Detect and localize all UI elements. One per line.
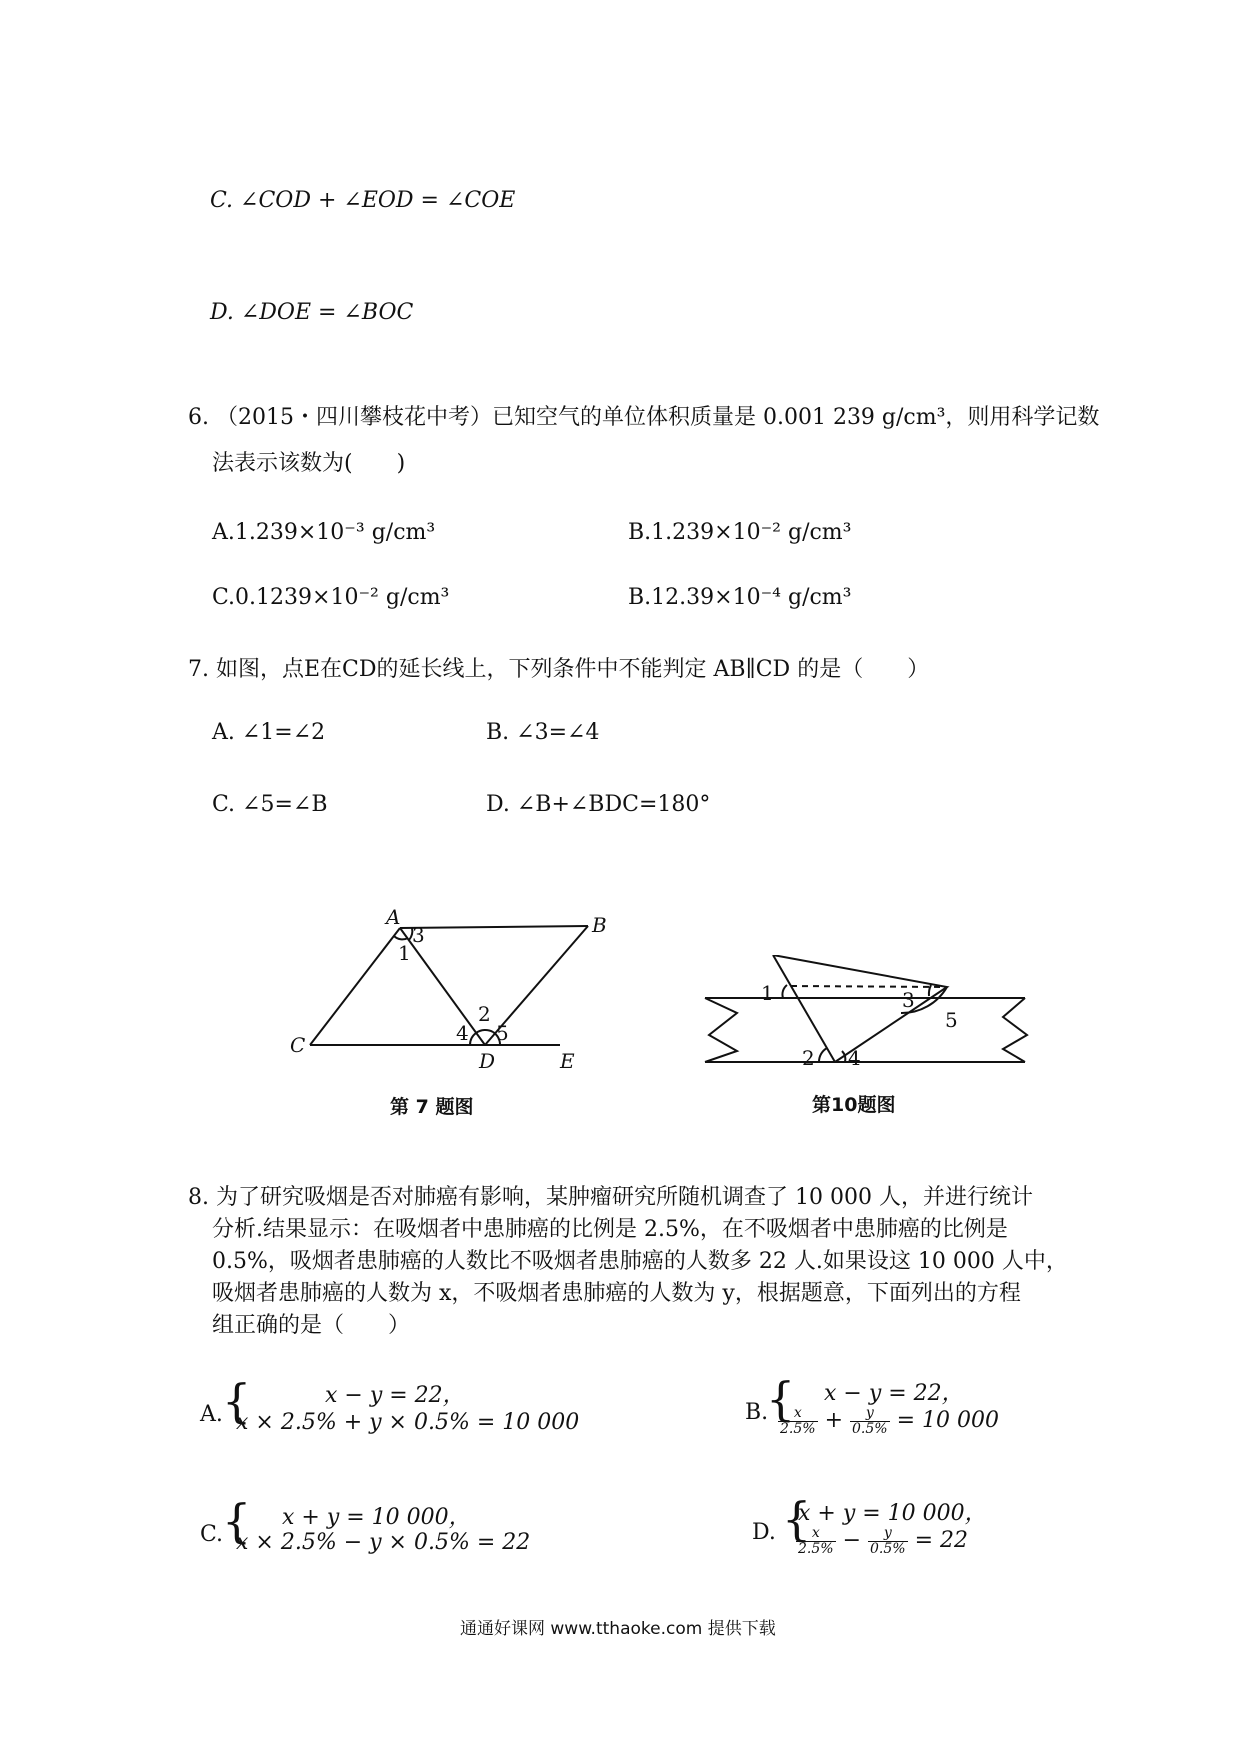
q6-option-a: A.1.239×10⁻³ g/cm³: [212, 520, 436, 545]
label-angle-5: 5: [496, 1021, 509, 1045]
figure-7-diagram: [290, 900, 630, 1075]
q6-option-b: B.1.239×10⁻² g/cm³: [628, 520, 852, 545]
label-angle-2: 2: [802, 1046, 815, 1070]
q8-option-d-frac1: $\frac{x}{2.5\%}$: [798, 1525, 834, 1557]
label-angle-5: 5: [945, 1008, 958, 1032]
q8-option-b-brace: {: [766, 1372, 796, 1426]
q8-option-b-eq2: [778, 1406, 999, 1436]
q8-option-d-rhs: = 22: [914, 1528, 969, 1554]
figure-10-caption: 第10题图: [812, 1094, 896, 1116]
arc-angle-2: [476, 1030, 493, 1033]
figure-7-caption: 第 7 题图: [390, 1096, 474, 1118]
label-d: D: [479, 1049, 496, 1073]
arc-angle-1: [782, 985, 787, 998]
q5-option-d: D. ∠DOE = ∠BOC: [210, 300, 414, 325]
q8-option-d-frac2: $\frac{y}{0.5\%}$: [870, 1525, 906, 1557]
label-angle-3: 3: [902, 988, 915, 1012]
dashed-line: [791, 986, 947, 987]
figure-10-diagram: [695, 955, 1035, 1080]
q8-option-c-brace: {: [222, 1494, 252, 1548]
q7-option-d: D. ∠B+∠BDC=180°: [486, 792, 711, 817]
q8-option-a-eq2: x × 2.5% + y × 0.5% = 10 000: [236, 1410, 580, 1435]
q8-option-d-eq1: x + y = 10 000，: [798, 1501, 987, 1526]
q8-option-b-eq1: x − y = 22，: [824, 1381, 964, 1406]
q8-option-b-label: B.: [745, 1400, 769, 1425]
q8-stem-line5: 组正确的是（ ）: [212, 1313, 411, 1338]
q7-option-c: C. ∠5=∠B: [212, 792, 328, 817]
q8-stem-line1: 8. 为了研究吸烟是否对肺癌有影响，某肿瘤研究所随机调查了 10 000 人，并进行统计: [188, 1185, 1033, 1210]
label-b: B: [592, 913, 607, 937]
label-e: E: [560, 1049, 575, 1073]
q8-option-d-minus: −: [842, 1528, 862, 1554]
strip-left-tear: [705, 998, 737, 1062]
q8-option-b-plus: +: [824, 1408, 844, 1434]
q8-option-a-eq1: x − y = 22，: [325, 1383, 465, 1408]
page-footer: 通通好课网 www.tthaoke.com 提供下载: [460, 1619, 776, 1639]
q6-option-c: C.0.1239×10⁻² g/cm³: [212, 585, 450, 610]
q7-option-b: B. ∠3=∠4: [486, 720, 600, 745]
label-angle-3: 3: [412, 923, 425, 947]
label-a: A: [386, 905, 401, 929]
label-angle-4: 4: [456, 1021, 469, 1045]
arc-angle-2: [819, 1048, 827, 1062]
q8-option-c-eq2: x × 2.5% − y × 0.5% = 22: [236, 1530, 531, 1555]
q7-stem: 7. 如图，点E在CD的延长线上，下列条件中不能判定 AB∥CD 的是（ ）: [188, 657, 930, 682]
q8-stem-line4: 吸烟者患肺癌的人数为 x，不吸烟者患肺癌的人数为 y，根据题意，下面列出的方程: [212, 1281, 1021, 1306]
q6-stem-line2: 法表示该数为( ): [212, 451, 406, 476]
line-ca: [310, 928, 400, 1045]
q6-stem-line1: 6. （2015・四川攀枝花中考）已知空气的单位体积质量是 0.001 239 g/cm³，则用科学记数: [188, 405, 1100, 430]
q8-option-a-brace: {: [222, 1374, 252, 1428]
q8-option-d-brace: {: [782, 1492, 812, 1546]
q8-stem-line3: 0.5%，吸烟者患肺癌的人数比不吸烟者患肺癌的人数多 22 人.如果设这 10 000 人中，: [212, 1249, 1068, 1274]
q7-option-a: A. ∠1=∠2: [212, 720, 326, 745]
label-angle-1: 1: [761, 981, 774, 1005]
q8-option-c-eq1: x + y = 10 000，: [282, 1505, 471, 1530]
label-angle-2: 2: [478, 1002, 491, 1026]
line-ab: [400, 926, 588, 928]
q8-option-c-label: C.: [200, 1522, 224, 1547]
q8-option-b-frac1: $\frac{x}{2.5\%}$: [780, 1405, 816, 1437]
label-c: C: [290, 1033, 306, 1057]
q8-option-d-eq2: [796, 1526, 968, 1556]
q6-option-d: B.12.39×10⁻⁴ g/cm³: [628, 585, 852, 610]
arc-angle-4: [470, 1033, 476, 1045]
q8-option-a-label: A.: [200, 1402, 223, 1427]
q5-option-c: C. ∠COD + ∠EOD = ∠COE: [210, 188, 516, 213]
label-angle-1: 1: [398, 941, 411, 965]
q8-stem-line2: 分析.结果显示：在吸烟者中患肺癌的比例是 2.5%，在不吸烟者中患肺癌的比例是: [212, 1217, 1008, 1242]
q8-option-b-frac2: $\frac{y}{0.5\%}$: [852, 1405, 888, 1437]
q8-option-b-rhs: = 10 000: [896, 1408, 999, 1434]
label-angle-4: 4: [848, 1046, 861, 1070]
strip-right-tear: [1003, 998, 1027, 1062]
arc-angle-3: [929, 985, 931, 996]
q8-option-d-label: D.: [752, 1520, 776, 1545]
